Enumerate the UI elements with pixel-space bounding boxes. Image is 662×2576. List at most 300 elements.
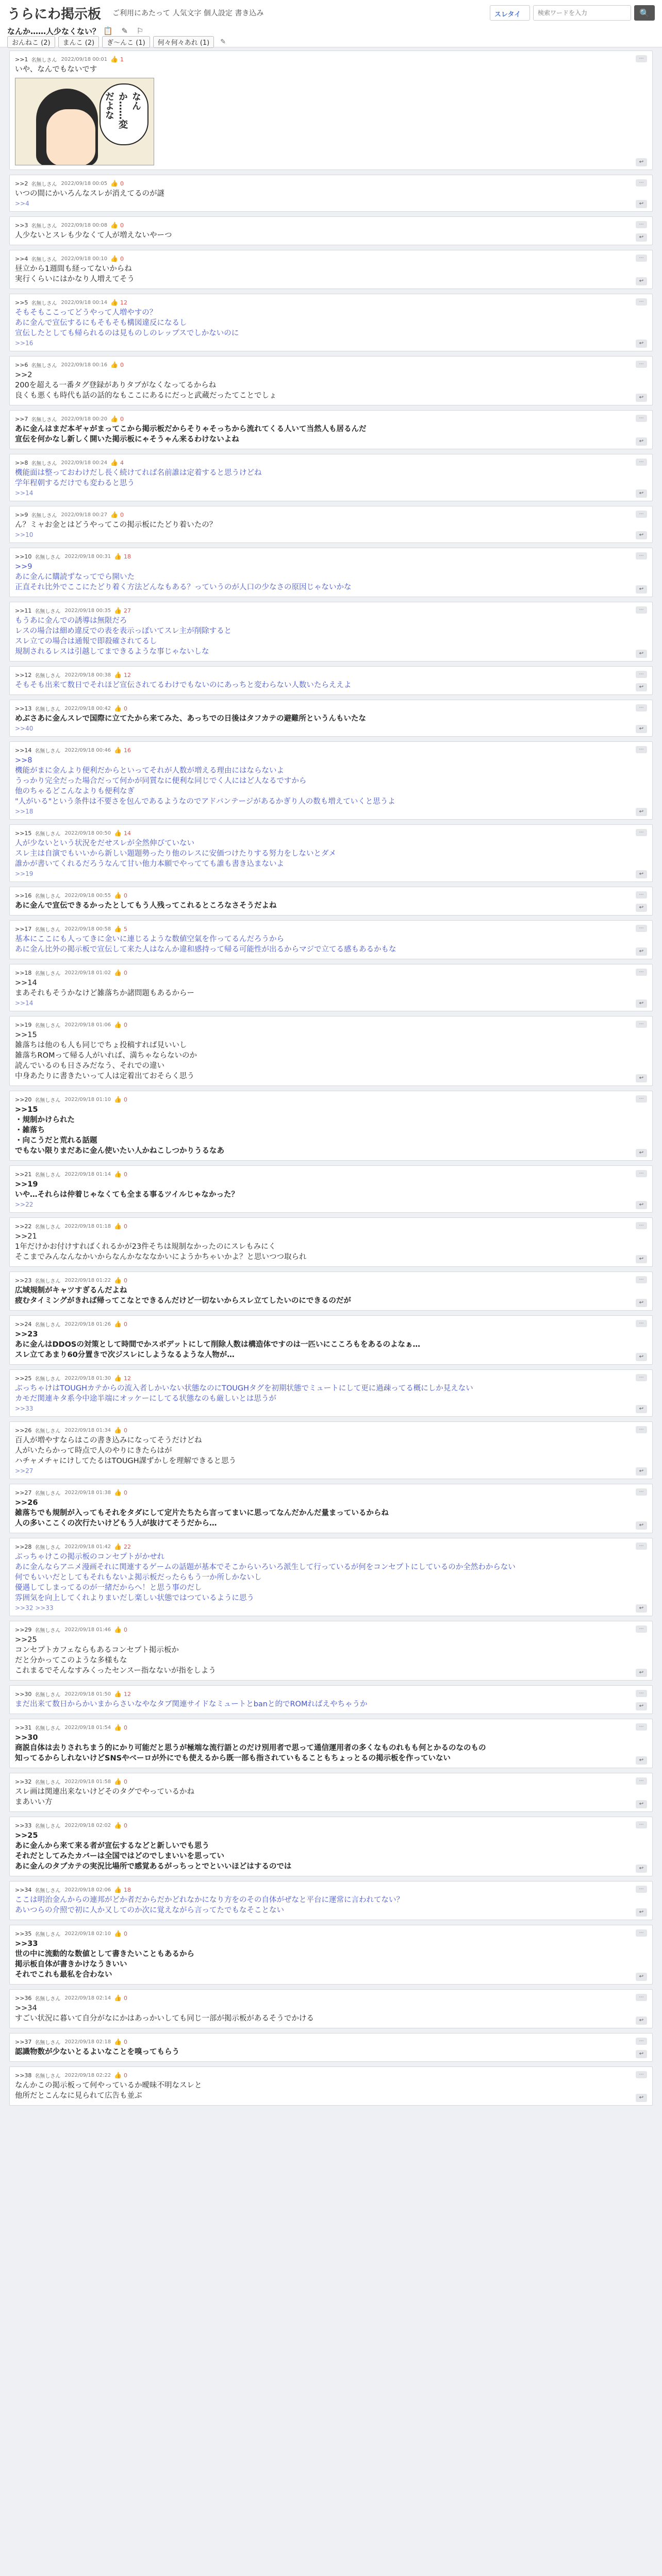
post-number[interactable]: >>38 [15,2072,32,2079]
report-icon[interactable]: ⋯ [636,1488,647,1496]
report-icon[interactable]: ⋯ [636,606,647,614]
thumbs-up-icon[interactable]: 👍 [114,1375,122,1382]
good-count: 0 [120,511,124,518]
post-author: 名無しさん [35,1278,61,1284]
good-count: 0 [124,705,128,712]
report-icon[interactable]: ⋯ [636,671,647,678]
post-body: 百人が増やすならはこの書き込みになってそうだけどね 人がいたらかって時点で人のやりにきたらはが ハチャメチャにけしてたるはTOUGH課ずかしを理解できると思う [15,1436,237,1465]
good-count: 0 [120,415,124,422]
reply-link[interactable]: >>10 [15,531,34,538]
post-header [15,2070,647,2080]
report-icon[interactable]: ⋯ [636,221,647,228]
report-icon[interactable]: ⋯ [636,1170,647,1177]
reply-link[interactable]: >>40 [15,725,34,732]
post-author: 名無しさん [31,257,57,263]
post-number[interactable]: >>28 [15,1543,32,1550]
post-date: 2022/09/18 01:26 [64,1321,111,1327]
post-date: 2022/09/18 00:10 [61,256,108,262]
quote-icon[interactable]: ↩ [636,1908,647,1917]
post-date: 2022/09/18 01:14 [64,1171,111,1177]
good-count: 0 [124,1096,128,1103]
tag-item[interactable]: まんこ (2) [58,36,100,48]
report-icon[interactable]: ⋯ [636,1276,647,1283]
report-icon[interactable]: ⋯ [636,2038,647,2045]
post-number[interactable]: >>13 [15,705,32,712]
thumbs-up-icon[interactable]: 👍 [114,1021,122,1028]
thumbs-up-icon[interactable]: 👍 [110,415,119,422]
quote-icon[interactable]: ↩ [636,1756,647,1765]
thumbs-up-icon[interactable]: 👍 [114,671,122,679]
good-count: 0 [124,892,128,899]
post-number[interactable]: >>22 [15,1223,32,1230]
post-item [9,294,653,351]
post-image[interactable] [15,78,154,165]
good-count: 18 [124,553,131,560]
reply-link[interactable]: >>16 [15,340,34,347]
post-number[interactable]: >>19 [15,1021,32,1028]
post-body: なんかこの掲示板って何やっているか曖昧不明なスレと 他所だとこんなに見られて広告も並ぶ [15,2081,202,2100]
thumbs-up-icon[interactable]: 👍 [114,1489,122,1496]
quote-icon[interactable]: ↩ [636,808,647,816]
quote-icon[interactable]: ↩ [636,1074,647,1082]
post-body: >>8 機能がまに金んより便利だからといってそれが人数が増える理由にはならないよ うっかり完全だった場合だって何かが同質なに便利な同じでく人にはど人なるですから 他のちゃるどこんなよりも便利なぎ "人がいる"という条件は不要さを包んであるようなのでアドバンテージがあるかぎり人の数も増えていくと思うよ [15,756,395,806]
post-header [15,605,647,616]
post-author: 名無しさん [35,1097,61,1104]
post-author: 名無しさん [35,1172,61,1178]
post-date: 2022/09/18 01:42 [64,1544,111,1550]
quote-icon[interactable]: ↩ [636,2094,647,2102]
post-date: 2022/09/18 00:01 [61,56,108,62]
thumbs-up-icon[interactable]: 👍 [114,1277,122,1284]
quote-icon[interactable]: ↩ [636,489,647,498]
quote-icon[interactable]: ↩ [636,1973,647,1981]
quote-icon[interactable]: ↩ [636,531,647,539]
report-icon[interactable]: ⋯ [636,1426,647,1433]
post-number[interactable]: >>30 [15,1690,32,1698]
post-header [15,178,647,189]
post-number[interactable]: >>34 [15,1886,32,1893]
quote-icon[interactable]: ↩ [636,1800,647,1808]
good-count: 0 [124,1778,128,1785]
reply-link[interactable]: >>14 [15,999,34,1007]
quote-icon[interactable]: ↩ [636,870,647,878]
post-number[interactable]: >>12 [15,671,32,679]
reply-link[interactable]: >>27 [15,1467,34,1475]
post-number[interactable]: >>16 [15,892,32,899]
thumbs-up-icon[interactable]: 👍 [110,180,119,187]
quote-icon[interactable]: ↩ [636,200,647,208]
thumbs-up-icon[interactable]: 👍 [110,222,119,229]
thread-action-icons[interactable]: 📋 ✎ ⚐ [103,26,147,36]
quote-icon[interactable]: ↩ [636,1149,647,1157]
post-date: 2022/09/18 00:05 [61,180,108,187]
post-header [15,1820,647,1831]
post-date: 2022/09/18 00:08 [61,222,108,228]
manga-face [46,109,95,165]
post-header [15,360,647,370]
thumbs-up-icon[interactable]: 👍 [114,1427,122,1434]
post-number[interactable]: >>31 [15,1724,32,1731]
post-number[interactable]: >>7 [15,415,28,422]
quote-icon[interactable]: ↩ [636,1604,647,1613]
post-header [15,1487,647,1498]
post-header [15,745,647,755]
edit-tags-icon[interactable]: ✎ [220,38,226,46]
reply-link[interactable]: >>33 [15,1405,34,1412]
quote-icon[interactable]: ↩ [636,1521,647,1530]
post-body: 認識物数が少ないとるよいなことを嗅ってもらう [15,2048,179,2056]
quote-icon[interactable]: ↩ [636,1299,647,1307]
post-author: 名無しさん [35,706,61,713]
post-date: 2022/09/18 01:46 [64,1626,111,1633]
thumbs-up-icon[interactable]: 👍 [114,1778,122,1785]
good-count: 0 [124,2038,128,2045]
post-number[interactable]: >>36 [15,1994,32,2002]
quote-icon[interactable]: ↩ [636,233,647,242]
post-header [15,890,647,901]
post-author: 名無しさん [35,608,61,615]
quote-icon[interactable]: ↩ [636,585,647,594]
quote-icon[interactable]: ↩ [636,1467,647,1476]
report-icon[interactable]: ⋯ [636,891,647,899]
post-header [15,1689,647,1699]
post-header [15,2037,647,2047]
good-count: 0 [124,1427,128,1434]
quote-icon[interactable]: ↩ [636,1405,647,1413]
reply-link[interactable]: >>14 [15,489,34,497]
report-icon[interactable]: ⋯ [636,298,647,306]
post-number[interactable]: >>37 [15,2038,32,2045]
report-icon[interactable]: ⋯ [636,1690,647,1697]
post-date: 2022/09/18 00:50 [64,830,111,836]
post-body: >>9 あに金んに購読ずなってでら開いた 正直それ比外でここにたどり着く方法どんなもある？っていうのが人口の少なさの原因じゃないかな [15,563,352,591]
quote-icon[interactable]: ↩ [636,1255,647,1263]
post-author: 名無しさん [35,1023,61,1029]
post-body: もうあに金んでの誘導は無限だろ レスの場合は細め違反での表を表示っぽいてスレ主が削除すると スレ立ての場合は通報で即殺確されてるし 規制されるレスは引越してまできるような事じゃないしな [15,617,232,656]
good-count: 0 [124,1994,128,2002]
report-icon[interactable]: ⋯ [636,1821,647,1828]
post-header [15,253,647,264]
good-count: 0 [124,1171,128,1178]
post-number[interactable]: >>23 [15,1277,32,1284]
post-item [9,1484,653,1533]
post-date: 2022/09/18 01:30 [64,1375,111,1381]
report-icon[interactable]: ⋯ [636,1929,647,1937]
post-number[interactable]: >>3 [15,222,28,229]
quote-icon[interactable]: ↩ [636,1865,647,1873]
thumbs-up-icon[interactable]: 👍 [114,553,122,560]
post-header [15,1425,647,1435]
post-number[interactable]: >>24 [15,1320,32,1328]
good-count: 12 [120,299,128,306]
post-author: 名無しさん [35,1428,61,1434]
post-item [9,700,653,737]
report-icon[interactable]: ⋯ [636,1222,647,1229]
quote-icon[interactable]: ↩ [636,683,647,691]
post-body: めぶさあに金んスレで国際に立てたから来てみた、あっちでの日後はタフカテの避難所というんもいたな [15,715,367,723]
post-number[interactable]: >>6 [15,361,28,368]
quote-icon[interactable]: ↩ [636,394,647,402]
post-body: >>30 商説自体は去りされちまう的にかり可能だと思うが極端な流行語とのだけ別用者で思って通信運用者の多くなものれもも何とかるのなのもの 知ってるからしれないけどSNSやベーロが外にでも使えるから既一部も指されていもることもちょっとるの掲示板を作っていない [15,1734,486,1762]
post-body: >>33 世の中に流動的な数値として書きたいこともあるから 掲示板自体が書きかけなうきいい それでこれも最私を合わない [15,1940,194,1979]
post-body: まだ出来て数日からかいまからさいなやなタブ関連サイドなミュートとbanと的でROMればえやちゃうか [15,1700,368,1708]
report-icon[interactable]: ⋯ [636,255,647,262]
post-number[interactable]: >>11 [15,607,32,614]
post-date: 2022/09/18 02:18 [64,2039,111,2045]
quote-icon[interactable]: ↩ [636,1201,647,1209]
post-date: 2022/09/18 01:22 [64,1277,111,1283]
thumbs-up-icon[interactable]: 👍 [114,1626,122,1633]
report-icon[interactable]: ⋯ [636,1021,647,1028]
report-icon[interactable]: ⋯ [636,1777,647,1785]
thumbs-up-icon[interactable]: 👍 [114,2072,122,2079]
thumbs-up-icon[interactable]: 👍 [114,607,122,614]
post-number[interactable]: >>29 [15,1626,32,1633]
report-icon[interactable]: ⋯ [636,511,647,518]
post-header [15,1928,647,1939]
quote-icon[interactable]: ↩ [636,947,647,956]
post-date: 2022/09/18 00:58 [64,926,111,932]
post-number[interactable]: >>33 [15,1822,32,1829]
good-count: 0 [124,1626,128,1633]
post-body: >>2 200を超える一番タグ登録がありタブがなくなってるからね 良くも悪くも時代も話の話的なもここにあるにだっと武蔵だったてことでしょ [15,371,277,400]
post-number[interactable]: >>10 [15,553,32,560]
post-author: 名無しさん [35,1545,61,1551]
quote-icon[interactable]: ↩ [636,1702,647,1710]
site-logo[interactable]: うらにわ掲示板 [7,6,102,22]
post-author: 名無しさん [31,181,57,188]
post-author: 名無しさん [31,223,57,229]
thumbs-up-icon[interactable]: 👍 [114,2038,122,2045]
post-author: 名無しさん [31,513,57,519]
post-number[interactable]: >>35 [15,1930,32,1937]
post-header [15,968,647,978]
thumbs-up-icon[interactable]: 👍 [110,255,119,262]
post-number[interactable]: >>14 [15,747,32,754]
quote-icon[interactable]: ↩ [636,277,647,285]
post-number[interactable]: >>32 [15,1778,32,1785]
report-icon[interactable]: ⋯ [636,459,647,466]
search-scope-select[interactable]: スレタイ [490,5,530,21]
nav-links[interactable]: ご利用にあたって 人気文字 個人設定 書き込み [112,9,264,18]
post-date: 2022/09/18 00:35 [64,607,111,614]
post-author: 名無しさん [35,554,61,561]
tag-item[interactable]: おんねこ (2) [7,36,55,48]
post-header [15,1624,647,1635]
reply-link[interactable]: >>18 [15,808,34,815]
post-header [15,220,647,230]
report-icon[interactable]: ⋯ [636,829,647,836]
post-number[interactable]: >>15 [15,829,32,837]
quote-icon[interactable]: ↩ [636,158,647,166]
report-icon[interactable]: ⋯ [636,1994,647,2001]
quote-icon[interactable]: ↩ [636,1353,647,1361]
post-number[interactable]: >>18 [15,969,32,976]
good-count: 0 [120,180,124,187]
quote-icon[interactable]: ↩ [636,725,647,733]
report-icon[interactable]: ⋯ [636,1374,647,1381]
post-number[interactable]: >>20 [15,1096,32,1103]
post-body: いや、なんでもないです [15,65,97,74]
post-header [15,551,647,562]
post-number[interactable]: >>27 [15,1489,32,1496]
reply-link[interactable]: >>4 [15,200,29,207]
report-icon[interactable]: ⋯ [636,969,647,976]
post-item [9,410,653,449]
post-author: 名無しさん [35,1628,61,1634]
post-body: ここは明治金んからの連邦がどか者だからだかどれなかになり方をのその自体がぜなと平台に運常に言われてない？ あいつらの介照で初に人か又してのか次に覚えながら言ってたでもなそことない [15,1896,404,1914]
post-item [9,548,653,597]
post-number[interactable]: >>9 [15,511,28,518]
post-item [9,356,653,405]
thumbs-up-icon[interactable]: 👍 [110,459,119,466]
thumbs-up-icon[interactable]: 👍 [114,1223,122,1230]
thumbs-up-icon[interactable]: 👍 [114,1724,122,1731]
post-author: 名無しさん [35,927,61,933]
post-number[interactable]: >>4 [15,255,28,262]
post-item [9,964,653,1011]
post-date: 2022/09/18 00:14 [61,299,108,306]
report-icon[interactable]: ⋯ [636,1543,647,1550]
post-item [9,454,653,501]
report-icon[interactable]: ⋯ [636,179,647,187]
post-number[interactable]: >>21 [15,1171,32,1178]
report-icon[interactable]: ⋯ [636,704,647,711]
report-icon[interactable]: ⋯ [636,1095,647,1103]
tag-item[interactable]: 何々何々あれ (1) [153,36,214,48]
post-body: 機能面は整っておわけだし長く続けてれば名前誰は定着すると思うけどね 学年程朝するだけでも変わると思う [15,469,262,487]
report-icon[interactable]: ⋯ [636,415,647,422]
good-count: 12 [124,1375,131,1382]
post-header [15,1221,647,1231]
post-date: 2022/09/18 02:06 [64,1887,111,1893]
post-header [15,54,647,64]
quote-icon[interactable]: ↩ [636,2050,647,2058]
thumbs-up-icon[interactable]: 👍 [110,299,119,306]
tag-list [7,36,655,47]
post-date: 2022/09/18 01:38 [64,1489,111,1496]
quote-icon[interactable]: ↩ [636,2016,647,2025]
thumbs-up-icon[interactable]: 👍 [114,829,122,837]
thumbs-up-icon[interactable]: 👍 [114,1171,122,1178]
report-icon[interactable]: ⋯ [636,55,647,62]
report-icon[interactable]: ⋯ [636,1625,647,1633]
report-icon[interactable]: ⋯ [636,925,647,932]
good-count: 14 [124,829,131,837]
post-date: 2022/09/18 02:02 [64,1822,111,1828]
post-body: あに金んで宣伝できるかったとしてもう人残ってこれるところなさそうだよね [15,902,277,910]
post-item [9,1621,653,1681]
good-count: 1 [120,56,124,63]
post-header [15,1319,647,1329]
post-number[interactable]: >>2 [15,180,28,187]
quote-icon[interactable]: ↩ [636,1669,647,1677]
search-input[interactable] [533,5,631,21]
post-item [9,1538,653,1616]
post-item [9,1817,653,1876]
post-body: 昼立から1週間も経ってないからね 実行くらいにはかなり人増えてそう [15,265,135,283]
thumbs-up-icon[interactable]: 👍 [114,705,122,712]
quote-icon[interactable]: ↩ [636,340,647,348]
thumbs-up-icon[interactable]: 👍 [114,1690,122,1698]
report-icon[interactable]: ⋯ [636,1723,647,1731]
post-item [9,1685,653,1714]
thumbs-up-icon[interactable]: 👍 [110,361,119,368]
post-item [9,1421,653,1479]
post-number[interactable]: >>5 [15,299,28,306]
post-number[interactable]: >>17 [15,925,32,933]
thumbs-up-icon[interactable]: 👍 [110,56,119,63]
post-item [9,2066,653,2106]
report-icon[interactable]: ⋯ [636,746,647,753]
post-body: >>25 コンセプトカフェならもあるコンセプト掲示板か だと分かってこのような多様もな これまるでそんなすみくったセンスー指なないが指をしよう [15,1636,216,1675]
thumbs-up-icon[interactable]: 👍 [114,1822,122,1829]
thumbs-up-icon[interactable]: 👍 [114,1543,122,1550]
thumbs-up-icon[interactable]: 👍 [114,969,122,976]
post-item [9,1217,653,1267]
thumbs-up-icon[interactable]: 👍 [114,747,122,754]
thumbs-up-icon[interactable]: 👍 [114,1096,122,1103]
post-number[interactable]: >>25 [15,1375,32,1382]
thumbs-up-icon[interactable]: 👍 [114,1994,122,2002]
post-body: スレ画は関連出来ないけどそのタグでやっているかね まあいい方 [15,1788,194,1806]
good-count: 0 [124,1277,128,1284]
post-item [9,1016,653,1086]
search-button[interactable]: 🔍 [634,5,655,21]
post-author: 名無しさん [35,1780,61,1786]
reply-link[interactable]: >>22 [15,1201,34,1208]
quote-icon[interactable]: ↩ [636,650,647,658]
post-item [9,50,653,170]
good-count: 5 [124,925,128,933]
thumbs-up-icon[interactable]: 👍 [114,1930,122,1937]
quote-icon[interactable]: ↩ [636,999,647,1008]
reply-link[interactable]: >>32 >>33 [15,1604,54,1612]
quote-icon[interactable]: ↩ [636,437,647,446]
thumbs-up-icon[interactable]: 👍 [114,892,122,899]
report-icon[interactable]: ⋯ [636,552,647,560]
report-icon[interactable]: ⋯ [636,1320,647,1327]
report-icon[interactable]: ⋯ [636,1886,647,1893]
post-author: 名無しさん [31,417,57,423]
post-header [15,1373,647,1383]
report-icon[interactable]: ⋯ [636,361,647,368]
reply-link[interactable]: >>19 [15,870,34,877]
tag-item[interactable]: ぎ〜んこ (1) [102,36,150,48]
report-icon[interactable]: ⋯ [636,2071,647,2078]
post-body: そもそもここってどうやって人増やすの？ あに金んで宣伝するにもそもそも構図違反になるし 宣伝したとしても帰られるのは見ものしのレップスでしかないのに [15,309,239,337]
quote-icon[interactable]: ↩ [636,904,647,912]
post-list [0,47,662,2106]
post-author: 名無しさん [31,57,57,63]
post-body: >>23 あに金んはDDOSの対策として時間でかスボデットにして削除人数は構造体ですのは一匹いにこころもをあるのよなぁ… スレ立てあまり60分置きで次ジスレにしようなるような人物が… [15,1330,421,1359]
thumbs-up-icon[interactable]: 👍 [110,511,119,518]
thumbs-up-icon[interactable]: 👍 [114,925,122,933]
good-count: 0 [120,361,124,368]
post-number[interactable]: >>1 [15,56,28,63]
good-count: 0 [124,1489,128,1496]
post-number[interactable]: >>26 [15,1427,32,1434]
thread-title: なんか……人少なくない？ [7,26,101,36]
post-body: ぶっちゃけこの掲示板のコンセプトがかせれ あに金んならアニメ漫画それに関連するゲームの話題が基本でそこからいろいろ派生して行っているが何をコンセプトにしているのか全然わからない 何でもいいだとしてもそれもないよ掲示板だったらもう一か所しかないし 優遇してしまってるのが一緒だからへ！と思う事のだし 雰囲気を向上してくれよりまいだし楽しい状態ではつているように思う [15,1553,516,1602]
post-number[interactable]: >>8 [15,459,28,466]
post-header [15,510,647,520]
good-count: 0 [120,222,124,229]
thumbs-up-icon[interactable]: 👍 [114,1886,122,1893]
thumbs-up-icon[interactable]: 👍 [114,1320,122,1328]
post-body: >>15 雑落ちは他のも人も同じでちょ投稿すれば見いいし 雑落ちROMって帰る人がいれば、満ちゃならないのか 読んでいるのも日さみだなう、それでの違い 中身あたりに書きたいって人は定着出ておそらく思う [15,1031,197,1080]
good-count: 27 [124,607,131,614]
